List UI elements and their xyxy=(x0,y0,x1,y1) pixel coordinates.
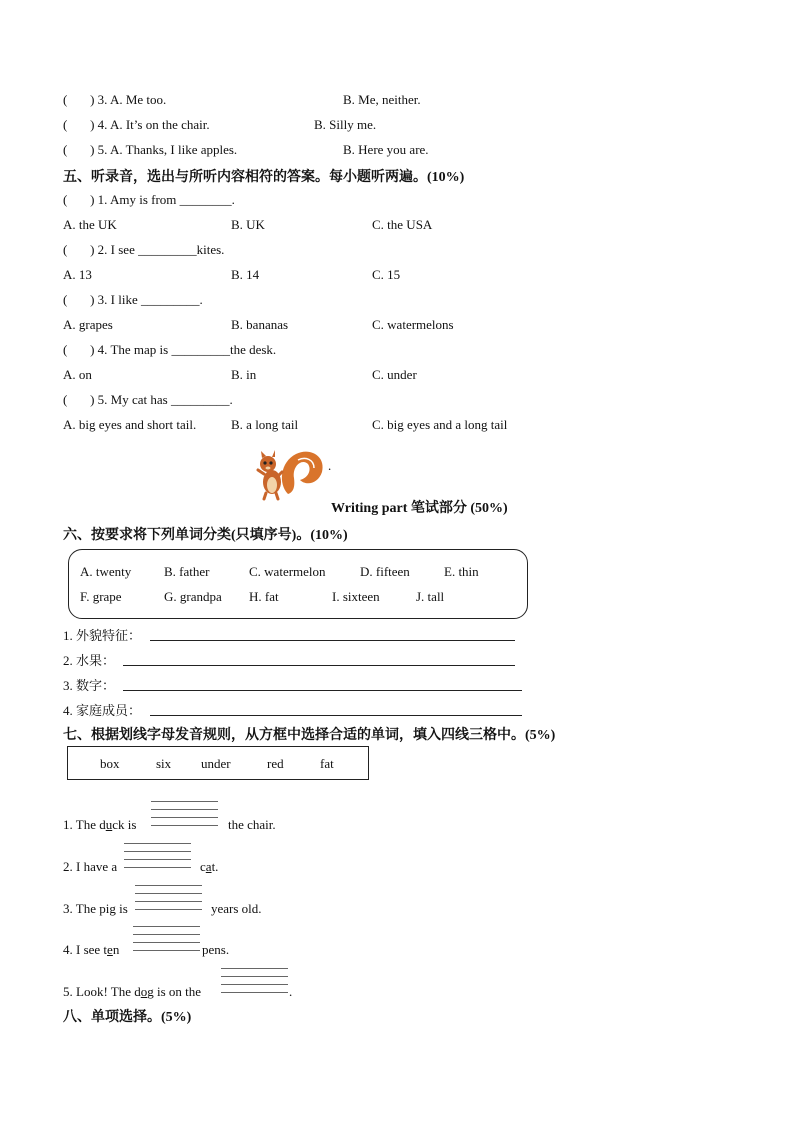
s5-q5-option-b: B. a long tail xyxy=(231,417,299,432)
option-b: B. Silly me. xyxy=(314,117,377,132)
option-a: A. It’s on the chair. xyxy=(109,117,210,132)
word-item: E. thin xyxy=(444,564,479,579)
s5-q5-stem: ( ) 5. My cat has _________. xyxy=(63,392,233,407)
choice-word: fat xyxy=(320,756,334,771)
s5-q2-option-b: B. 14 xyxy=(231,267,260,282)
s5-q2-stem: ( ) 2. I see _________kites. xyxy=(63,242,225,257)
option-b: B. Me, neither. xyxy=(343,92,421,107)
s7-item3-after: years old. xyxy=(211,901,262,916)
decorative-dot: . xyxy=(328,458,332,473)
s5-q4-stem: ( ) 4. The map is _________the desk. xyxy=(63,342,277,357)
s7-item1-text: 1. The duck is xyxy=(63,817,137,832)
choice-word: six xyxy=(156,756,172,771)
word-item: J. tall xyxy=(416,589,445,604)
s7-item5-after: . xyxy=(289,984,293,999)
section6-title: 六、按要求将下列单词分类(只填序号)。(10%) xyxy=(63,528,348,543)
four-line-grid[interactable] xyxy=(221,968,288,994)
option-a: A. Thanks, I like apples. xyxy=(109,142,238,157)
s5-q3-option-b: B. bananas xyxy=(231,317,289,332)
s5-q4-option-c: C. under xyxy=(372,367,417,382)
section7-title: 七、根据划线字母发音规则，从方框中选择合适的单词，填入四线三格中。(5%) xyxy=(63,728,556,743)
writing-part-heading: Writing part 笔试部分 (50%) xyxy=(331,501,508,516)
section5-title: 五、听录音，选出与所听内容相符的答案。每小题听两遍。(10%) xyxy=(63,170,465,185)
four-line-grid[interactable] xyxy=(124,843,191,869)
word-item: H. fat xyxy=(249,589,279,604)
answer-bracket: ( ) 5. A. Thanks, I like apples. xyxy=(63,142,238,157)
choice-word: box xyxy=(100,756,120,771)
option-a: A. Me too. xyxy=(109,92,167,107)
s5-q1-option-a: A. the UK xyxy=(63,217,117,232)
s7-item4-text: 4. I see ten xyxy=(63,942,120,957)
choice-word: under xyxy=(201,756,231,771)
category-label: 4. 家庭成员： xyxy=(63,703,142,718)
category-label: 3. 数字： xyxy=(63,678,116,693)
s5-q3-stem: ( ) 3. I like _________. xyxy=(63,292,203,307)
word-bank-box xyxy=(68,549,528,619)
category-label: 1. 外貌特征： xyxy=(63,628,142,643)
answer-line[interactable] xyxy=(123,690,522,691)
s5-q3-option-c: C. watermelons xyxy=(372,317,454,332)
word-item: G. grandpa xyxy=(164,589,222,604)
answer-bracket: ( ) 4. A. It’s on the chair. xyxy=(63,117,210,132)
word-item: A. twenty xyxy=(80,564,132,579)
answer-line[interactable] xyxy=(123,665,515,666)
word-item: I. sixteen xyxy=(332,589,380,604)
s5-q2-option-c: C. 15 xyxy=(372,267,401,282)
s7-item1-after: the chair. xyxy=(228,817,276,832)
s5-q4-option-a: A. on xyxy=(63,367,92,382)
word-item: B. father xyxy=(164,564,210,579)
s7-item2-after: cat. xyxy=(200,859,219,874)
s5-q3-option-a: A. grapes xyxy=(63,317,113,332)
four-line-grid[interactable] xyxy=(151,801,218,827)
answer-line[interactable] xyxy=(150,715,522,716)
word-item: F. grape xyxy=(80,589,122,604)
s7-item4-after: pens. xyxy=(202,942,230,957)
s5-q4-option-b: B. in xyxy=(231,367,257,382)
four-line-grid[interactable] xyxy=(135,885,202,911)
s7-item3-text: 3. The pig is xyxy=(63,901,128,916)
category-label: 2. 水果： xyxy=(63,653,116,668)
s5-q1-stem: ( ) 1. Amy is from ________. xyxy=(63,192,235,207)
s5-q5-option-a: A. big eyes and short tail. xyxy=(63,417,197,432)
s7-item5-text: 5. Look! The dog is on the xyxy=(63,984,202,999)
word-item: D. fifteen xyxy=(360,564,410,579)
word-item: C. watermelon xyxy=(249,564,326,579)
answer-line[interactable] xyxy=(150,640,515,641)
s5-q5-option-c: C. big eyes and a long tail xyxy=(372,417,508,432)
choice-word: red xyxy=(267,756,284,771)
option-b: B. Here you are. xyxy=(343,142,429,157)
squirrel-icon xyxy=(248,444,328,504)
four-line-grid[interactable] xyxy=(133,926,200,952)
answer-bracket: ( ) 3. A. Me too. xyxy=(63,92,167,107)
s5-q1-option-c: C. the USA xyxy=(372,217,433,232)
section8-title: 八、单项选择。(5%) xyxy=(63,1010,192,1025)
s7-item2-text: 2. I have a xyxy=(63,859,118,874)
s5-q1-option-b: B. UK xyxy=(231,217,265,232)
s5-q2-option-a: A. 13 xyxy=(63,267,92,282)
